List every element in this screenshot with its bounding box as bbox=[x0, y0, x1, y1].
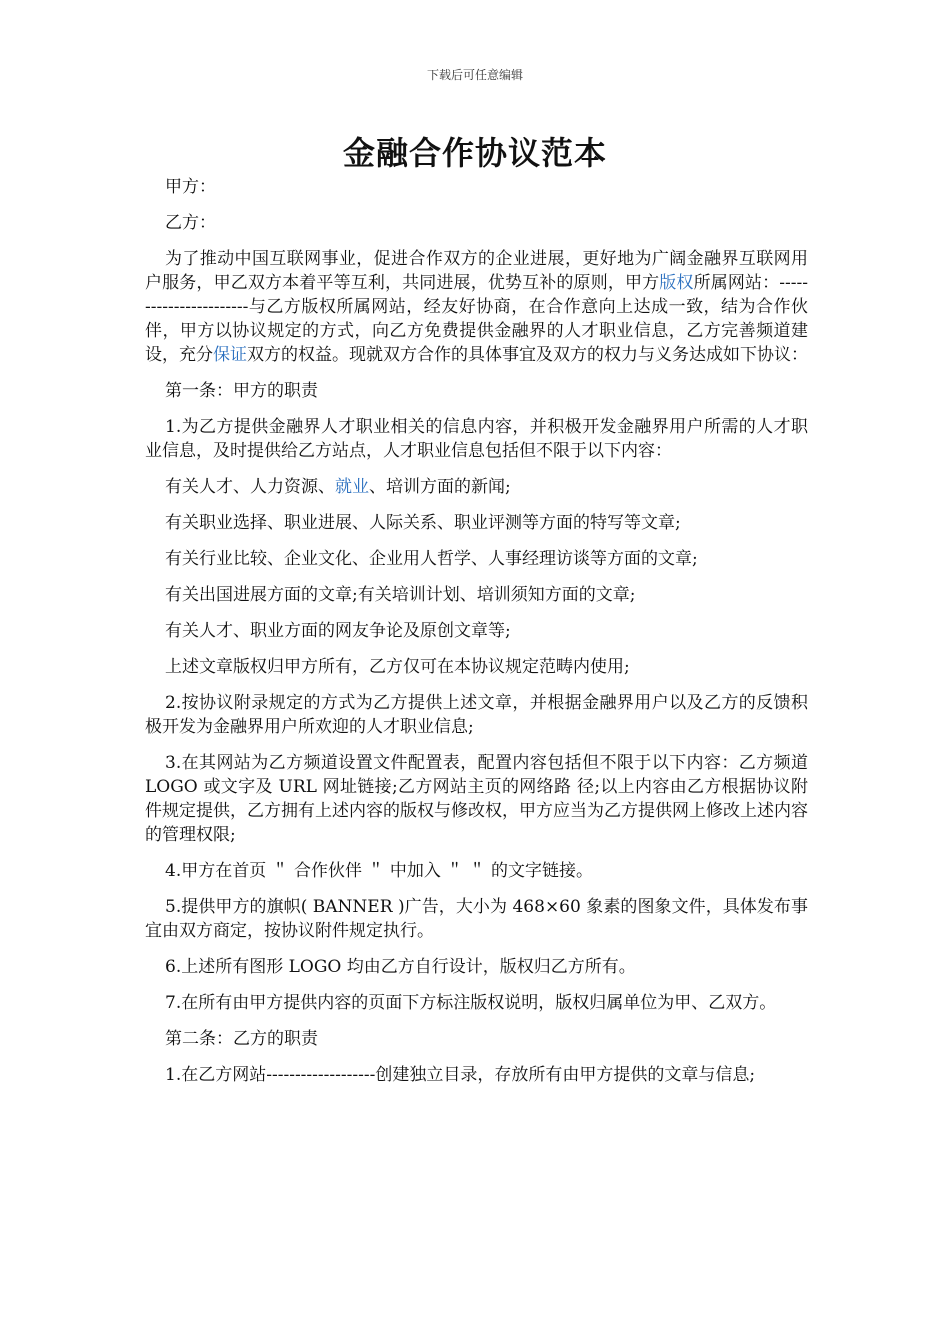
article-1-item-1 bbox=[145, 475, 808, 499]
article-1-clause-6: 6.上述所有图形 LOGO 均由乙方自行设计，版权归乙方所有。 bbox=[165, 957, 636, 977]
article-1-item-4: 有关出国进展方面的文章;有关培训计划、培训须知方面的文章; bbox=[165, 585, 636, 605]
article-2-heading: 第二条：乙方的职责 bbox=[165, 1029, 318, 1049]
document-body bbox=[145, 175, 808, 1099]
article-1-clause-5: 5.提供甲方的旗帜( BANNER )广告，大小为 468×60 象素的图象文件，具体发布事宜由双方商定，按协议附件规定执行。 bbox=[145, 897, 808, 941]
intro-text-1: 为了推动中国互联网事业，促进合作双方的企业进展，更好地为广阔金融界互联网用户服务，甲乙双方本着平等互利，共同进展，优势互补的原则，甲方 bbox=[145, 249, 808, 293]
article-1-item-2: 有关职业选择、职业进展、人际关系、职业评测等方面的特写等文章; bbox=[165, 513, 681, 533]
article-1-clause-4: 4.甲方在首页 ＂ 合作伙伴 ＂ 中加入 ＂ ＂ 的文字链接。 bbox=[165, 861, 594, 881]
document-title: 金融合作协议范本 bbox=[342, 134, 607, 172]
article-1-heading: 第一条：甲方的职责 bbox=[165, 381, 318, 401]
article-1-item-3: 有关行业比较、企业文化、企业用人哲学、人事经理访谈等方面的文章; bbox=[165, 549, 698, 569]
intro-text-2: 所属网站：-----------------------与乙方版权所属网站，经友好协商，在合作意向上达成一致，结为合作伙伴，甲方以协议规定的方式，向乙方免费提供金融界的人才职业信息，乙方完善频道建设，充分 bbox=[145, 273, 809, 365]
article-1-item-6: 上述文章版权归甲方所有，乙方仅可在本协议规定范畴内使用; bbox=[165, 657, 630, 677]
article-1-item-5: 有关人才、职业方面的网友争论及原创文章等; bbox=[165, 621, 511, 641]
article-1-clause-7: 7.在所有由甲方提供内容的页面下方标注版权说明，版权归属单位为甲、乙双方。 bbox=[165, 993, 777, 1013]
intro-text-3: 双方的权益。现就双方合作的具体事宜及双方的权力与义务达成如下协议： bbox=[247, 345, 808, 365]
article-1-clause-2: 2.按协议附录规定的方式为乙方提供上述文章，并根据金融界用户以及乙方的反馈积极开发为金融界用户所欢迎的人才职业信息; bbox=[145, 693, 808, 737]
article-1-clause-1: 1.为乙方提供金融界人才职业相关的信息内容，并积极开发金融界用户所需的人才职业信息，及时提供给乙方站点，人才职业信息包括但不限于以下内容： bbox=[145, 417, 808, 461]
party-a-line: 甲方： bbox=[165, 177, 216, 197]
article-2-clause-1: 1.在乙方网站-------------------创建独立目录，存放所有由甲方提供的文章与信息; bbox=[165, 1065, 756, 1085]
item-1-text-a: 有关人才、人力资源、 bbox=[165, 477, 335, 497]
party-b-line: 乙方： bbox=[165, 213, 216, 233]
item-1-text-b: 、培训方面的新闻; bbox=[369, 477, 511, 497]
intro-paragraph bbox=[145, 247, 808, 367]
copyright-link[interactable]: 版权 bbox=[659, 273, 694, 293]
header-note: 下载后可任意编辑 bbox=[426, 68, 523, 82]
guarantee-link[interactable]: 保证 bbox=[213, 345, 247, 365]
employment-link[interactable]: 就业 bbox=[335, 477, 369, 497]
article-1-clause-3: 3.在其网站为乙方频道设置文件配置表，配置内容包括但不限于以下内容：乙方频道 LOGO 或文字及 URL 网址链接;乙方网站主页的网络路 径;以上内容由乙方根据协议附件规定提供，乙方拥有上述内容的版权与修改权，甲方应当为乙方提供网上修改上述内容的管理权限; bbox=[145, 753, 808, 845]
